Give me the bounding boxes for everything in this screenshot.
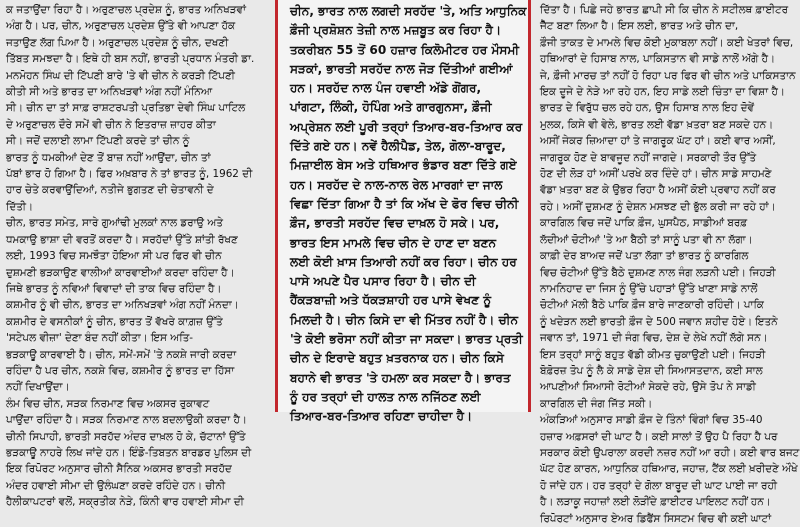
- pull-quote-line: ਪਾਸੇ ਅਪਣੇ ਪੈਰ ਪਸਾਰ ਰਿਹਾ ਹੈ। ਚੀਨ ਦੀ: [290, 274, 476, 289]
- pull-quote-line: ਤਕਰੀਬਨ 55 ਤੋਂ 60 ਹਜ਼ਾਰ ਕਿਲੋਮੀਟਰ ਹਰ ਮੌਸਮੀ: [290, 42, 520, 57]
- pull-quote-line: ਭਾਰਤ ਇਸ ਮਾਮਲੇ ਵਿਚ ਚੀਨ ਦੇ ਹਾਣ ਦਾ ਬਣਨ: [290, 235, 497, 250]
- pull-quote-line: ਮਿਜ਼ਾਈਲ ਬੇਸ ਅਤੇ ਹਥਿਆਰ ਭੰਡਾਰ ਬਣਾ ਦਿੱਤੇ ਗਏ: [290, 158, 517, 173]
- right-paragraph-line: ਅਸੀਂ ਜੇਕਰ ਜ਼ਿਆਦਾ ਹਾਂ ਤੇ ਜਾਗਰੂਕ ਘੱਟ ਹਾਂ। ਕਈ ਵਾਰ ਅਸੀਂ,: [540, 135, 776, 148]
- right-paragraph-line: ਹਜ਼ਾਰ ਅਫ਼ਸਰਾਂ ਦੀ ਘਾਟ ਹੈ। ਕਈ ਸਾਲਾਂ ਤੋਂ ਉਹ ਪੈ ਰਿਹਾ ਹੈ ਪਰ: [540, 430, 778, 443]
- left-paragraph-line: ਇਕ ਰਿਪੋਰਟ ਅਨੁਸਾਰ ਚੀਨੀ ਸੈਨਿਕ ਅਕਸਰ ਭਾਰਤੀ ਸਰਹੱਦ: [6, 463, 232, 476]
- left-paragraph-line: ਦੇ ਅਰੁਣਾਚਲ ਦੌਰੇ ਸਮੇਂ ਵੀ ਚੀਨ ਨੇ ਇਤਰਾਜ਼ ਜ਼ਾਹਰ ਕੀਤਾ: [6, 118, 216, 131]
- right-paragraph-line: ਦਿੱਤਾ ਹੈ। ਪਿਛੇ ਜਹੇ ਭਾਰਤ ਛਾਪੀ ਸੀ ਕਿ ਚੀਨ ਨੇ ਸਟੀਲਥ ਫ਼ਾਈਟਰ: [540, 4, 789, 16]
- left-paragraph-line: ਅੰਦਰ ਹਵਾਈ ਸੀਮਾ ਦੀ ਉਲੰਘਣਾ ਕਰਦੇ ਰਹਿੰਦੇ ਹਨ। ਚੀਨੀ: [6, 479, 226, 492]
- right-paragraph-line: ਫ਼ੌਜੀ ਤਾਕਤ ਦੇ ਮਾਮਲੇ ਵਿਚ ਕੋਈ ਮੁਕਾਬਲਾ ਨਹੀਂ। ਕਈ ਖੇਤਰਾਂ ਵਿਚ,: [540, 36, 794, 49]
- left-paragraph-line: ਕਸ਼ਮੀਰ ਨੂੰ ਵੀ ਚੀਨ, ਭਾਰਤ ਦਾ ਅਨਿਖੜਵਾਂ ਅੰਗ ਨਹੀਂ ਮੰਨਦਾ।: [6, 299, 239, 312]
- left-paragraph-line: ਮਨਮੋਹਨ ਸਿੰਘ ਦੀ ਟਿੱਪਣੀ ਬਾਰੇ 'ਤੇ ਵੀ ਚੀਨ ਨੇ ਕਰੜੀ ਟਿੱਪਣੀ: [6, 69, 235, 82]
- pull-quote-line: ਲਈ ਕੋਈ ਖ਼ਾਸ ਤਿਆਰੀ ਨਹੀਂ ਕਰ ਰਿਹਾ। ਚੀਨ ਹਰ: [290, 254, 517, 269]
- right-paragraph-line: ਕਾਰਗਿਲ ਵਿਚ ਜਦੋਂ ਪਾਕਿ ਫ਼ੌਜ, ਘੁਸਪੈਠ, ਸਾਡੀਆਂ ਬਰਫ਼: [540, 217, 748, 230]
- right-paragraph-line: ਹੈ। ਲੜਾਕੂ ਜਹਾਜ਼ਾਂ ਲਈ ਲੋੜੀਂਦੇ ਫ਼ਾਈਟਰ ਪਾਇਲਟ ਨਹੀਂ ਹਨ।: [540, 496, 771, 509]
- right-paragraph-line: ਜੇ, ਫ਼ੌਜੀ ਮਾਰਚ ਤਾਂ ਨਹੀਂ ਹੋ ਰਿਹਾ ਪਰ ਫਿਰ ਵੀ ਚੀਨ ਅਤੇ ਪਾਕਿਸਤਾਨ: [540, 69, 796, 82]
- left-paragraph-line: ਚੀਨ, ਭਾਰਤ ਸਮੇਤ, ਸਾਰੇ ਗੁਆਂਢੀ ਮੁਲਕਾਂ ਨਾਲ ਡਰਾਉ ਅਤੇ: [6, 217, 223, 230]
- left-paragraph-line: ਨਹੀਂ ਦਿਖਾਉਂਦਾ।: [6, 381, 70, 394]
- right-paragraph-line: ਸਰਕਾਰ ਕੋਈ ਉਪਰਾਲਾ ਕਰਦੀ ਨਜ਼ਰ ਨਹੀਂ ਆ ਰਹੀ। ਕਈ ਵਾਰ ਬਜਟ: [540, 446, 800, 459]
- right-paragraph-line: ਹਥਿਆਰਾਂ ਦੇ ਹਿਸਾਬ ਨਾਲ, ਪਾਕਿਸਤਾਨ ਵੀ ਸਾਡੇ ਨਾਲੋਂ ਅੱਗੇ ਹੈ।: [540, 53, 775, 66]
- right-paragraph-line: ਘੱਟ ਹੋਣ ਕਾਰਨ, ਆਧੁਨਿਕ ਹਥਿਆਰ, ਜਹਾਜ਼, ਟੈਂਕ ਲਈ ਖ਼ਰੀਦਣੇ ਔਖੇ: [540, 463, 798, 476]
- left-paragraph-line: ਪਾਉਂਦਾ ਰਹਿੰਦਾ ਹੈ। ਸੜਕ ਨਿਰਮਾਣ ਨਾਲ ਬਦਲਾਉਕੀ ਕਰਦਾ ਹੈ।: [6, 414, 247, 427]
- pull-quote-line: ਚੀਨ ਦੇ ਇਰਾਦੇ ਬਹੁਤ ਖ਼ਤਰਨਾਕ ਹਨ। ਚੀਨ ਕਿਸੇ: [290, 351, 504, 366]
- left-paragraph-line: ਕ ਜਤਾਉਂਦਾ ਰਿਹਾ ਹੈ। ਅਰੁਣਾਚਲ ਪ੍ਰਦੇਸ਼ ਨੂੰ, ਭਾਰਤ ਅਨਿਖੜਵਾਂ: [6, 4, 246, 16]
- pull-quote-line: ਹਨ। ਸਰਹੱਦ ਨਾਲ ਪੰਜ ਹਵਾਈ ਅੱਡੇ ਗੋਂਗਰ,: [290, 81, 482, 96]
- left-paragraph-line: ਭੜਕਾਊ ਕਾਰਵਾਈ ਹੈ। ਚੀਨ, ਸਮੇਂ-ਸਮੇਂ 'ਤੇ ਨਕਸ਼ੇ ਜਾਰੀ ਕਰਦਾ: [6, 348, 237, 361]
- left-paragraph-line: ਦਿੱਤੀ।: [6, 200, 34, 213]
- right-paragraph-line: ਜਾਗਰੂਕ ਹੋਣ ਦੇ ਬਾਵਜੂਦ ਨਹੀਂ ਜਾਗਦੇ। ਸਰਕਾਰੀ ਤੌਰ ਉੱਤੇ: [540, 151, 757, 164]
- right-paragraph-line: ਇਸ ਤਰ੍ਹਾਂ ਸਾਨੂੰ ਬਹੁਤ ਵੱਡੀ ਕੀਮਤ ਚੁਕਾਉਣੀ ਪਈ। ਜਿਹੜੀ: [540, 348, 766, 361]
- pull-quote-line: ਹੈਂਕੜਬਾਜ਼ੀ ਅਤੇ ਧੱਕੜਸ਼ਾਹੀ ਹਰ ਪਾਸੇ ਵੇਖਣ ਨੂੰ: [290, 293, 492, 308]
- left-paragraph-line: ਕਸ਼ਮੀਰ ਦੇ ਵਸਨੀਕਾਂ ਨੂੰ ਚੀਨ, ਭਾਰਤ ਤੋਂ ਵੱਖਰੇ ਕਾਗ਼ਜ਼ ਉੱਤੇ: [6, 315, 223, 328]
- right-paragraph-line: ਹੋ ਜਾਂਦੇ ਹਨ। ਹਰ ਤਰ੍ਹਾਂ ਦੇ ਗੋਲਾ ਬਾਰੂਦ ਦੀ ਘਾਟ ਪਾਈ ਜਾ ਰਹੀ: [540, 479, 778, 492]
- left-paragraph-line: ਰਹਿੰਦਾ ਹੈ ਪਰ ਚੀਨ, ਨਕਸ਼ੇ ਵਿਚ, ਕਸ਼ਮੀਰ ਨੂੰ ਭਾਰਤ ਦਾ ਹਿੱਸਾ: [6, 364, 235, 377]
- pull-quote-line: ਬਹਾਨੇ ਵੀ ਭਾਰਤ 'ਤੇ ਹਮਲਾ ਕਰ ਸਕਦਾ ਹੈ। ਭਾਰਤ: [290, 370, 511, 385]
- left-paragraph-line: ਲਈ, 1993 ਵਿਚ ਸਮਝੌਤਾ ਹੋਇਆ ਸੀ ਪਰ ਫਿਰ ਵੀ ਚੀਨ: [6, 250, 222, 263]
- pull-quote-line: ਹਨ। ਸਰਹੱਦ ਦੇ ਨਾਲ-ਨਾਲ ਰੇਲ ਮਾਰਗਾਂ ਦਾ ਜਾਲ: [290, 177, 503, 192]
- pull-quote-line: 'ਤੇ ਕੋਈ ਭਰੋਸਾ ਨਹੀਂ ਕੀਤਾ ਜਾ ਸਕਦਾ। ਭਾਰਤ ਪ੍ਰਤੀ: [290, 332, 523, 347]
- left-paragraph-line: ਅੰਗ ਹੈ। ਪਰ, ਚੀਨ, ਅਰੁਣਾਚਲ ਪ੍ਰਦੇਸ਼ ਉੱਤੇ ਵੀ ਆਪਣਾ ਹੱਕ: [6, 20, 236, 33]
- left-paragraph-line: ਤਿੱਬਤ ਸਮਝਦਾ ਹੈ। ਇਥੇ ਹੀ ਬਸ ਨਹੀਂ, ਭਾਰਤੀ ਪ੍ਰਧਾਨ ਮੰਤਰੀ ਡਾ.: [6, 53, 255, 66]
- pull-quote-line: ਵਿਛਾ ਦਿੱਤਾ ਗਿਆ ਹੈ ਤਾਂ ਕਿ ਅੱਖ ਦੇ ਫੋਰ ਵਿਚ ਚੀਨੀ: [290, 196, 519, 211]
- right-paragraph-line: ਮੁਲਕ, ਕਿਸੇ ਵੀ ਵੇਲੇ, ਭਾਰਤ ਲਈ ਵੱਡਾ ਖ਼ਤਰਾ ਬਣ ਸਕਦੇ ਹਨ।: [540, 118, 774, 131]
- left-paragraph-line: ਲੰਮ ਵਿਚ ਚੀਨ, ਸੜਕ ਨਿਰਮਾਣ ਵਿਚ ਅਕਸਰ ਰੁਕਾਵਟ: [6, 397, 210, 410]
- right-paragraph-line: ਲੱਦੀਆਂ ਚੋਟੀਆਂ 'ਤੇ ਆ ਬੈਠੀ ਤਾਂ ਸਾਨੂੰ ਪਤਾ ਵੀ ਨਾ ਲੱਗਾ।: [540, 233, 753, 246]
- right-paragraph-line: ਕਾਫ਼ੀ ਦੇਰ ਬਾਅਦ ਜਦੋਂ ਪਤਾ ਲੱਗਾ ਤਾਂ ਭਾਰਤ ਨੂੰ ਕਾਰਗਿਲ: [540, 250, 749, 263]
- right-paragraph-line: ਨਾਮਨਿਹਾਦ ਦਾ ਜਿਸ ਨੂੰ ਉੱਚੇ ਪਹਾੜਾਂ ਉੱਤੇ ਖਾਣਾ ਸਾਡੇ ਨਾਲੋਂ: [540, 282, 758, 295]
- right-paragraph-line: ਨੂੰ ਖਦੇੜਨ ਲਈ ਭਾਰਤੀ ਫ਼ੌਜ ਦੇ 500 ਜਵਾਨ ਸ਼ਹੀਦ ਹੋਏ। ਇਤਨੇ: [540, 315, 778, 328]
- left-paragraph-line: ਪੱਬਾਂ ਭਾਰ ਹੋ ਗਿਆ ਹੈ। ਫਿਰ ਅਖ਼ਬਾਰ ਨੇ ਤਾਂ ਭਾਰਤ ਨੂੰ, 1962 ਦੀ: [6, 168, 253, 181]
- right-paragraph-line: ਇਕ ਦੂਜੇ ਦੇ ਨੇੜੇ ਆ ਰਹੇ ਹਨ, ਇਹ ਸਾਡੇ ਲਈ ਚਿੰਤਾ ਦਾ ਵਿਸ਼ਾ ਹੈ।: [540, 86, 785, 99]
- right-paragraph-line: ਜੈੱਟ ਬਣਾ ਲਿਆ ਹੈ। ਇਸ ਲਈ, ਭਾਰਤ ਅਤੇ ਚੀਨ ਦਾ,: [540, 20, 739, 33]
- highlighted-pull-quote-box: [275, 0, 531, 424]
- right-paragraph-line: ਅੰਕੜਿਆਂ ਅਨੁਸਾਰ ਸਾਡੀ ਫ਼ੌਜ ਦੇ ਤਿੰਨਾਂ ਵਿੰਗਾਂ ਵਿਚ 35-40: [540, 414, 763, 427]
- pull-quote-line: ਅਪ੍ਰੇਸ਼ਨ ਲਈ ਪੂਰੀ ਤਰ੍ਹਾਂ ਤਿਆਰ-ਬਰ-ਤਿਆਰ ਕਰ: [290, 119, 523, 134]
- left-paragraph-line: 'ਸਟੇਪਲ ਵੀਜ਼ਾ' ਦੇਣਾ ਬੰਦ ਨਹੀਂ ਕੀਤਾ। ਇਸ ਅਤਿ-: [6, 332, 193, 345]
- pull-quote-line: ਮਿਲਦੀ ਹੈ। ਚੀਨ ਕਿਸੇ ਦਾ ਵੀ ਮਿੱਤਰ ਨਹੀਂ ਹੈ। ਚੀਨ: [290, 312, 519, 327]
- left-paragraph-line: ਜਿਥੇ ਭਾਰਤ ਨੂੰ ਨਵਿਆਂ ਵਿਵਾਦਾਂ ਦੀ ਤਾਕ ਵਿਚ ਰਹਿੰਦਾ ਹੈ।: [6, 282, 222, 295]
- left-paragraph-line: ਹਾਰ ਚੇਤੇ ਕਰਵਾਉਂਦਿਆਂ, ਨਤੀਜੇ ਭੁਗਤਣ ਦੀ ਚੇਤਾਵਨੀ ਦੇ: [6, 184, 214, 197]
- right-paragraph-line: ਰਿਪੋਰਟਾਂ ਅਨੁਸਾਰ ਏਅਰ ਡਿਫੈਂਸ ਸਿਸਟਮ ਵਿਚ ਵੀ ਕਈ ਘਾਟਾਂ: [540, 512, 772, 525]
- pull-quote-line: ਤਿਆਰ-ਬਰ-ਤਿਆਰ ਰਹਿਣਾ ਚਾਹੀਦਾ ਹੈ।: [290, 409, 473, 424]
- right-paragraph-line: ਹੋਣ ਦੀ ਲੋੜ ਹਾਂ ਅਸੀਂ ਪਰਖੇ ਕਰ ਦਿੰਦੇ ਹਾਂ। ਚੀਨ ਸਾਡੇ ਸਾਹਮਣੇ: [540, 168, 772, 181]
- left-paragraph-line: ਚੀਨੀ ਸਿਪਾਹੀ, ਭਾਰਤੀ ਸਰਹੱਦ ਅੰਦਰ ਦਾਖ਼ਲ ਹੋ ਕੇ, ਚੱਟਾਨਾਂ ਉੱਤੇ: [6, 430, 246, 443]
- pull-quote-line: ਫ਼ੌਜੀ ਪ੍ਰਸ਼ੋਸ਼ਨ ਤੇਜ਼ੀ ਨਾਲ ਮਜ਼ਬੂਤ ਕਰ ਰਿਹਾ ਹੈ।: [290, 23, 502, 38]
- pull-quote-line: ਸੜਕਾਂ, ਭਾਰਤੀ ਸਰਹੱਦ ਨਾਲ ਜੋੜ ਦਿੱਤੀਆਂ ਗਈਆਂ: [290, 61, 513, 76]
- left-article-column: [0, 0, 274, 509]
- pull-quote-line: ਚੀਨ, ਭਾਰਤ ਨਾਲ ਲਗਦੀ ਸਰਹੱਦ 'ਤੇ, ਅਤਿ ਆਧੁਨਿਕ: [290, 4, 527, 18]
- right-paragraph-line: ਕਾਰਗਿਲ ਦੀ ਜੰਗ ਜਿੱਤ ਸਕੀ।: [540, 397, 653, 410]
- right-paragraph-line: ਵੱਡਾ ਖ਼ਤਰਾ ਬਣ ਕੇ ਉਭਰ ਰਿਹਾ ਹੈ ਅਸੀਂ ਕੋਈ ਪ੍ਰਵਾਹ ਨਹੀਂ ਕਰ: [540, 184, 776, 197]
- pull-quote-line: ਪਾਂਗਟਾ, ਲਿੰਕੀ, ਹੋਪਿੰਗ ਅਤੇ ਗਾਰਗੁਨਸਾ, ਫ਼ੌਜੀ: [290, 100, 492, 115]
- left-paragraph-line: ਭਾਰਤ ਨੂੰ ਧਮਕੀਆਂ ਦੇਣ ਤੋਂ ਬਾਜ਼ ਨਹੀਂ ਆਉਂਦਾ, ਚੀਨ ਤਾਂ: [6, 151, 211, 164]
- right-paragraph-line: ਰਹੇ। ਅਸੀਂ ਦੁਸ਼ਮਣ ਨੂੰ ਦੇਸ਼ਨ ਮਸਝਣ ਦੀ ਭੁੱਲ ਕਰੀ ਜਾ ਰਹੇ ਹਾਂ।: [540, 200, 776, 213]
- right-paragraph-line: ਭਾਰਤ ਦੇ ਵਿਰੁੱਧ ਚਲ ਰਹੇ ਹਨ, ਉਸ ਹਿਸਾਬ ਨਾਲ ਇਹ ਦੋਵੇਂ: [540, 102, 755, 115]
- left-paragraph-line: ਦੁਸ਼ਮਣੀ ਭੜਕਾਉਣ ਵਾਲੀਆਂ ਕਾਰਵਾਈਆਂ ਕਰਦਾ ਰਹਿੰਦਾ ਹੈ।: [6, 266, 235, 279]
- right-paragraph-line: ਬੋਫ਼ੋਰਜ਼ ਤੋਪ ਨੂੰ ਲੈ ਕੇ ਸਾਡੇ ਦੇਸ਼ ਦੀ ਸਿਆਸਤਦਾਨ, ਕਈ ਸਾਲ: [540, 364, 763, 377]
- left-paragraph-line: ਭੜਕਾਊ ਨਾਹਰੇ ਲਿਖ ਜਾਂਦੇ ਹਨ। ਇੰਡੋ-ਤਿਬਤਨ ਬਾਰਡਰ ਪੁਲਿਸ ਦੀ: [6, 446, 252, 459]
- pull-quote-line: ਫ਼ੌਜ, ਭਾਰਤੀ ਸਰਹੱਦ ਵਿਚ ਦਾਖ਼ਲ ਹੋ ਸਕੇ। ਪਰ,: [290, 216, 500, 231]
- right-paragraph-line: ਜਵਾਨ ਤਾਂ, 1971 ਦੀ ਜੰਗ ਵਿਚ, ਦੇਸ਼ ਦੇ ਲੇਖੇ ਨਹੀਂ ਲੱਗੇ ਸਨ।: [540, 332, 768, 345]
- left-paragraph-line: ਸੀ। ਜਦੋਂ ਦਲਾਈ ਲਾਮਾ ਟਿੱਪਣੀ ਕਰਦੇ ਤਾਂ ਚੀਨ ਨੂੰ: [6, 135, 190, 148]
- left-paragraph-line: ਜਤਾਉਣ ਲੱਗ ਪਿਆ ਹੈ। ਅਰੁਣਾਚਲ ਪ੍ਰਦੇਸ਼ ਨੂੰ ਚੀਨ, ਦਖਣੀ: [6, 36, 229, 49]
- right-paragraph-line: ਆਪਣੀਆਂ ਸਿਆਸੀ ਰੋਟੀਆਂ ਸੇਕਦੇ ਰਹੇ, ਉਸੇ ਤੋਪ ਨੇ ਸਾਡੀ: [540, 381, 756, 394]
- pull-quote-line: ਦਿੱਤੇ ਗਏ ਹਨ। ਨਵੇਂ ਹੈਲੀਪੈਡ, ਤੇਲ, ਗੋਲਾ-ਬਾਰੂਦ,: [290, 139, 506, 154]
- left-paragraph-line: ਹੈਲੀਕਾਪਟਰਾਂ ਵਲੋਂ, ਸਕ੍ਰਤੀਕ ਨੇੜੇ, ਕਿੰਨੀ ਵਾਰ ਹਵਾਈ ਸੀਮਾ ਦੀ: [6, 496, 244, 509]
- right-paragraph-line: ਚੋਟੀਆਂ ਮੱਲੀ ਬੈਠੇ ਪਾਕਿ ਫ਼ੌਜ ਬਾਰੇ ਜਾਣਕਾਰੀ ਰਹਿੰਦੀ। ਪਾਕਿ: [540, 299, 764, 312]
- left-paragraph-line: ਸੀ। ਚੀਨ ਦਾ ਤਾਂ ਸਾਫ਼ ਰਾਸ਼ਟਰਪਤੀ ਪ੍ਰਤਿਭਾ ਦੇਵੀ ਸਿੰਘ ਪਾਟਿਲ: [6, 102, 246, 115]
- left-paragraph-line: ਕੀਤੀ ਸੀ ਅਤੇ ਭਾਰਤ ਦਾ ਅਨਿਖੜਵਾਂ ਅੰਗ ਨਹੀਂ ਮੰਨਿਆ: [6, 86, 213, 99]
- right-article-column: [532, 0, 800, 525]
- left-paragraph-line: ਧਮਕਾਉ ਭਾਸ਼ਾ ਦੀ ਵਰਤੋਂ ਕਰਦਾ ਹੈ। ਸਰਹੱਦਾਂ ਉੱਤੇ ਸ਼ਾਂਤੀ ਰੱਖਣ: [6, 233, 238, 246]
- pull-quote-line: ਨੂੰ ਹਰ ਤਰ੍ਹਾਂ ਦੀ ਹਾਲਤ ਨਾਲ ਨਜਿੱਠਣ ਲਈ: [290, 389, 481, 404]
- right-paragraph-line: ਵਿਚ ਚੋਟੀਆਂ ਉੱਤੇ ਬੈਠੇ ਦੁਸ਼ਮਣ ਨਾਲ ਜੰਗ ਲੜਨੀ ਪਈ। ਜਿਹੜੀ: [540, 266, 776, 279]
